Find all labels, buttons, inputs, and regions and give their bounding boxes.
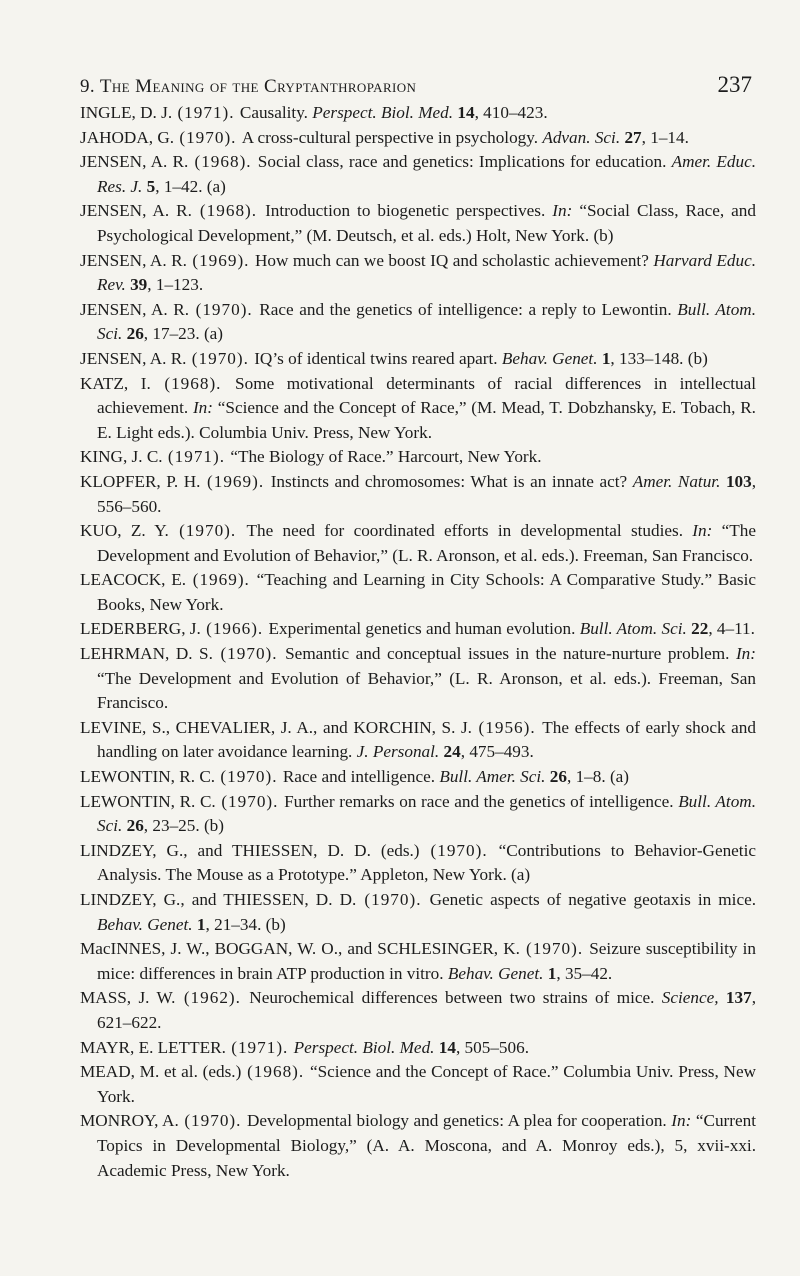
reference-post: , 4–11. (708, 619, 755, 639)
reference-vol: 26 (122, 816, 144, 836)
reference-pre: The need for coordinated efforts in developmental studies. (246, 521, 693, 541)
reference-author: MASS, J. W. (80, 988, 176, 1008)
reference-journal: Amer. Educ. Res. J. (97, 152, 756, 196)
reference-vol: 14 (453, 103, 475, 122)
reference-year: (1970). (356, 890, 430, 909)
reference-entry (80, 298, 756, 347)
reference-post: , 621–622. (97, 988, 757, 1032)
reference-post: , 1–123. (147, 275, 204, 295)
chapter-running-head (80, 76, 416, 98)
reference-author: LEHRMAN, D. S. (80, 644, 213, 664)
reference-journal: In: (692, 521, 713, 541)
reference-author: JENSEN, A. R. (80, 201, 192, 221)
page-number: 237 (717, 72, 752, 97)
reference-year: (1966). (200, 619, 269, 639)
reference-post: , 410–423. (474, 103, 548, 122)
reference-entry (80, 199, 756, 248)
reference-vol: 22 (686, 619, 709, 639)
reference-journal: Harvard Educ. Rev. (97, 250, 756, 295)
reference-pre: IQ’s of identical twins reared apart. (254, 348, 502, 368)
reference-year: (1971). (162, 447, 231, 467)
reference-pre: Semantic and conceptual issues in the nature-nurture problem. (285, 644, 736, 664)
reference-author: JENSEN, A. R. (80, 299, 190, 319)
reference-vol: 14 (434, 1037, 456, 1057)
reference-author: MONROY, A. (80, 1111, 179, 1131)
reference-year: (1970). (215, 767, 283, 787)
reference-vol: 1 (597, 348, 611, 368)
reference-post: “Current Topics in Developmental Biology,” (A. A. Moscona, and A. Monroy eds.), 5, xvii-xxi. Academic Press, New York. (97, 1111, 756, 1180)
reference-author: MAYR, E. LETTER. (80, 1037, 226, 1057)
reference-entry (80, 445, 756, 470)
reference-entry (80, 1036, 756, 1061)
reference-year: (1968). (188, 152, 258, 172)
reference-author: KING, J. C. (80, 447, 163, 467)
reference-year: (1970). (178, 1111, 247, 1131)
reference-post: “Social Class, Race, and Psychological Development,” (M. Deutsch, et al. eds.) Holt, New York. (b) (97, 201, 756, 245)
reference-entry (80, 1109, 756, 1183)
reference-entry (80, 986, 756, 1035)
reference-vol: 39 (125, 275, 148, 295)
reference-vol: 137 (718, 988, 752, 1008)
reference-year: (1956). (471, 717, 543, 737)
reference-pre: Further remarks on race and the genetics of intelligence. (284, 791, 679, 811)
reference-year: (1971). (172, 103, 240, 122)
reference-journal: Behav. Genet. (501, 348, 598, 368)
reference-vol: 1 (543, 963, 557, 983)
reference-pre: “The Biology of Race.” Harcourt, New York. (230, 447, 542, 467)
reference-year: (1970). (212, 644, 286, 664)
reference-journal: Amer. Natur. (632, 471, 721, 491)
reference-author: LINDZEY, G., and THIESSEN, D. D. (eds.) (80, 840, 420, 860)
reference-vol: 1 (192, 914, 206, 934)
reference-journal: Advan. Sci. (542, 127, 621, 147)
reference-year: (1970). (419, 840, 499, 860)
reference-post: , 21–34. (b) (205, 914, 286, 934)
reference-pre: Social class, race and genetics: Implications for education. (257, 152, 672, 172)
reference-entry (80, 150, 756, 199)
reference-post: “The Development and Evolution of Behavior,” (L. R. Aronson, et al. eds.). Freeman, San Francisco. (97, 668, 756, 713)
reference-year: (1970). (215, 791, 285, 811)
reference-pre: Instincts and chromosomes: What is an innate act? (270, 471, 633, 491)
reference-vol: 24 (439, 742, 461, 762)
reference-entry (80, 839, 756, 888)
reference-year: (1971). (225, 1037, 294, 1057)
reference-entry (80, 101, 756, 126)
reference-post: , 505–506. (455, 1037, 529, 1057)
reference-author: KUO, Z. Y. (80, 521, 169, 541)
reference-pre: Causality. (239, 103, 313, 122)
reference-year: (1970). (189, 299, 260, 319)
reference-author: LEVINE, S., CHEVALIER, J. A., and KORCHIN, S. J. (80, 717, 472, 737)
reference-vol: 27 (620, 127, 642, 147)
reference-year: (1968). (150, 373, 236, 393)
reference-post: , 23–25. (b) (143, 816, 224, 836)
reference-post: , 133–148. (b) (610, 348, 708, 368)
reference-author: JENSEN, A. R. (80, 348, 187, 368)
reference-year: (1969). (186, 250, 255, 270)
reference-journal: Bull. Atom. Sci. (579, 619, 687, 639)
reference-entry (80, 888, 756, 937)
reference-entry (80, 1060, 756, 1109)
reference-vol: 5 (142, 176, 156, 196)
reference-author: LEDERBERG, J. (80, 619, 201, 639)
reference-pre: How much can we boost IQ and scholastic achievement? (254, 250, 654, 270)
reference-entry (80, 790, 756, 839)
reference-year: (1970). (174, 127, 242, 147)
reference-pre: “Science and the Concept of Race.” Columbia Univ. Press, New York. (97, 1062, 756, 1106)
reference-pre: Developmental biology and genetics: A plea for cooperation. (246, 1111, 672, 1131)
reference-journal: In: (671, 1111, 692, 1131)
reference-journal: Bull. Atom. Sci. (97, 299, 756, 344)
reference-pre: Introduction to biogenetic perspectives. (265, 201, 553, 221)
reference-journal: Bull. Atom. Sci. (97, 791, 756, 836)
reference-pre: Experimental genetics and human evolution. (268, 619, 580, 639)
reference-pre: Race and the genetics of intelligence: a reply to Lewontin. (259, 299, 678, 319)
reference-author: LINDZEY, G., and THIESSEN, D. D. (80, 890, 357, 909)
reference-post: , 1–14. (641, 127, 689, 147)
reference-journal: Bull. Amer. Sci. (439, 767, 546, 787)
reference-author: KLOPFER, P. H. (80, 471, 201, 491)
reference-entry (80, 470, 756, 519)
reference-post: , 35–42. (556, 963, 613, 983)
reference-journal: Behav. Genet. (97, 914, 193, 934)
reference-pre: Race and intelligence. (282, 767, 440, 787)
reference-vol: 26 (122, 324, 144, 344)
reference-post: , 17–23. (a) (143, 324, 224, 344)
reference-author: INGLE, D. J. (80, 103, 173, 122)
reference-year: (1969). (186, 570, 257, 590)
reference-entry (80, 372, 756, 446)
reference-year: (1970). (519, 939, 590, 959)
reference-post: , 556–560. (97, 471, 757, 516)
reference-list (80, 101, 756, 1183)
reference-year: (1962). (175, 988, 250, 1008)
reference-author: LEWONTIN, R. C. (80, 767, 216, 787)
reference-journal: In: (192, 398, 213, 418)
reference-journal: Perspect. Biol. Med. (312, 103, 454, 122)
reference-entry (80, 716, 756, 765)
reference-journal: In: (735, 644, 756, 664)
reference-year: (1970). (186, 348, 255, 368)
reference-post: , 475–493. (460, 742, 534, 762)
reference-pre: Some motivational determinants of racial differences in intellectual achievement. (97, 373, 757, 418)
reference-year: (1968). (241, 1062, 310, 1082)
reference-pre: A cross-cultural perspective in psychology. (241, 127, 543, 147)
reference-entry (80, 568, 756, 617)
reference-author: JAHODA, G. (80, 127, 175, 147)
reference-journal: Behav. Genet. (447, 963, 544, 983)
reference-post: , 1–8. (a) (566, 767, 630, 787)
reference-post: “Science and the Concept of Race,” (M. Mead, T. Dobzhansky, E. Tobach, R. E. Light eds.). Columbia Univ. Press, New York. (97, 398, 756, 442)
reference-author: LEWONTIN, R. C. (80, 791, 216, 811)
reference-entry (80, 519, 756, 568)
reference-journal: J. Personal. (356, 742, 440, 762)
reference-pre: The effects of early shock and handling on later avoidance learning. (97, 717, 756, 762)
reference-journal: Science, (661, 988, 719, 1008)
reference-entry (80, 642, 756, 716)
reference-author: MEAD, M. et al. (eds.) (80, 1062, 242, 1082)
reference-post: , 1–42. (a) (155, 176, 226, 196)
reference-pre: Seizure susceptibility in mice: differences in brain ATP production in vitro. (97, 939, 756, 983)
reference-author: MacINNES, J. W., BOGGAN, W. O., and SCHLESINGER, K. (80, 939, 520, 959)
reference-entry (80, 617, 756, 642)
reference-author: JENSEN, A. R. (80, 250, 187, 270)
reference-vol: 26 (545, 767, 567, 787)
chapter-number: 9. T (80, 76, 112, 97)
reference-year: (1969). (200, 471, 271, 491)
reference-pre: “Teaching and Learning in City Schools: A Comparative Study.” Basic Books, New York. (97, 570, 756, 614)
reference-year: (1970). (168, 521, 247, 541)
chapter-title: he Meaning of the Cryptanthroparion (111, 76, 417, 97)
reference-entry (80, 765, 756, 790)
reference-pre: Neurochemical differences between two strains of mice. (249, 988, 662, 1008)
reference-entry (80, 347, 756, 372)
reference-journal: Perspect. Biol. Med. (293, 1037, 435, 1057)
reference-year: (1968). (191, 201, 266, 221)
reference-entry (80, 937, 756, 986)
reference-pre: Genetic aspects of negative geotaxis in mice. (429, 890, 756, 909)
reference-author: KATZ, I. (80, 373, 151, 393)
reference-vol: 103 (720, 471, 752, 491)
reference-pre: “Contributions to Behavior-Genetic Analysis. The Mouse as a Prototype.” Appleton, New York. (a) (97, 840, 756, 885)
reference-entry (80, 249, 756, 298)
reference-entry (80, 126, 756, 151)
reference-journal: In: (552, 201, 573, 221)
reference-post: “The Development and Evolution of Behavior,” (L. R. Aronson, et al. eds.). Freeman, San Francisco. (97, 521, 756, 565)
running-header (80, 72, 752, 98)
reference-author: LEACOCK, E. (80, 570, 186, 590)
reference-author: JENSEN, A. R. (80, 152, 189, 172)
